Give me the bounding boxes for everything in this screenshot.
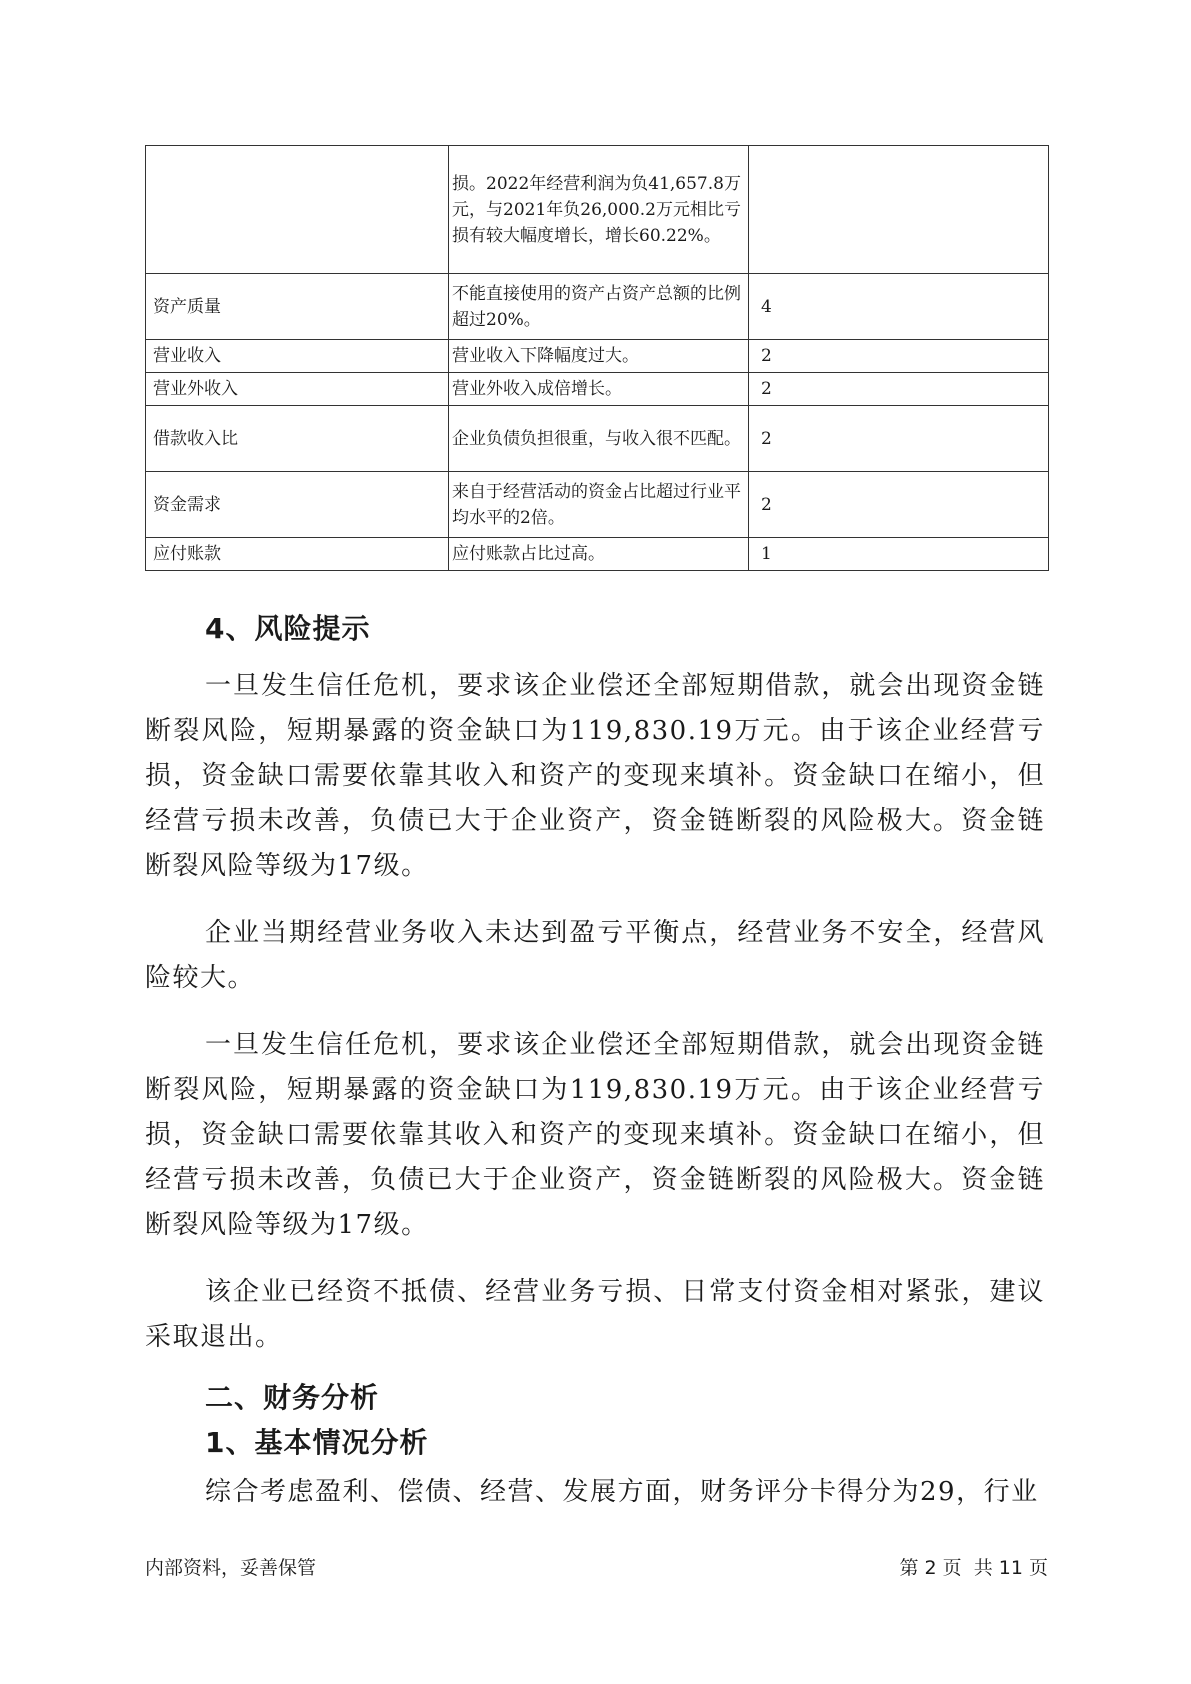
subsection-heading-basic: 1、基本情况分析 bbox=[205, 1426, 429, 1459]
paragraph: 一旦发生信任危机，要求该企业偿还全部短期借款，就会出现资金链断裂风险，短期暴露的资金缺口为119,830.19万元。由于该企业经营亏损，资金缺口需要依靠其收入和资产的变现来填补。资金缺口在缩小，但经营亏损未改善，负债已大于企业资产，资金链断裂的风险极大。资金链断裂风险等级为17级。 bbox=[145, 1030, 1045, 1240]
table-cell-desc: 损。2022年经营利润为负41,657.8万元，与2021年负26,000.2万元相比亏损有较大幅度增长，增长60.22%。 bbox=[449, 146, 749, 274]
table-cell-desc: 不能直接使用的资产占资产总额的比例超过20%。 bbox=[449, 274, 749, 340]
table-cell-score: 2 bbox=[749, 406, 1049, 472]
table-cell-score bbox=[749, 146, 1049, 274]
risk-table bbox=[145, 145, 1049, 571]
table-cell-score: 2 bbox=[749, 472, 1049, 538]
table-cell-desc: 来自于经营活动的资金占比超过行业平均水平的2倍。 bbox=[449, 472, 749, 538]
table-cell-desc: 营业外收入成倍增长。 bbox=[449, 373, 749, 406]
table-cell-score: 2 bbox=[749, 340, 1049, 373]
paragraph: 综合考虑盈利、偿债、经营、发展方面，财务评分卡得分为29，行业 bbox=[205, 1477, 1039, 1507]
table-cell-desc: 应付账款占比过高。 bbox=[449, 538, 749, 571]
table-row bbox=[146, 373, 1049, 406]
table-row bbox=[146, 472, 1049, 538]
table-cell-score: 4 bbox=[749, 274, 1049, 340]
table-cell-item: 营业外收入 bbox=[146, 373, 449, 406]
risk-paragraphs bbox=[145, 664, 1045, 1360]
table-row bbox=[146, 146, 1049, 274]
section-heading-risk: 4、风险提示 bbox=[205, 612, 371, 645]
table-cell-score: 2 bbox=[749, 373, 1049, 406]
section-heading-financial: 二、财务分析 bbox=[205, 1381, 380, 1414]
table-cell-item: 营业收入 bbox=[146, 340, 449, 373]
table-cell-item bbox=[146, 146, 449, 274]
table-row bbox=[146, 538, 1049, 571]
table-cell-score: 1 bbox=[749, 538, 1049, 571]
table-row bbox=[146, 340, 1049, 373]
table-cell-item: 应付账款 bbox=[146, 538, 449, 571]
table-cell-item: 资产质量 bbox=[146, 274, 449, 340]
table-cell-item: 借款收入比 bbox=[146, 406, 449, 472]
table-cell-item: 资金需求 bbox=[146, 472, 449, 538]
table-cell-desc: 企业负债负担很重，与收入很不匹配。 bbox=[449, 406, 749, 472]
table-row bbox=[146, 274, 1049, 340]
table-row bbox=[146, 406, 1049, 472]
paragraph: 企业当期经营业务收入未达到盈亏平衡点，经营业务不安全，经营风险较大。 bbox=[145, 918, 1045, 993]
basic-analysis-text bbox=[145, 1470, 1045, 1515]
paragraph: 该企业已经资不抵债、经营业务亏损、日常支付资金相对紧张，建议采取退出。 bbox=[145, 1277, 1045, 1352]
footer-page-number: 第 2 页 共 11 页 bbox=[899, 1557, 1048, 1579]
paragraph: 一旦发生信任危机，要求该企业偿还全部短期借款，就会出现资金链断裂风险，短期暴露的资金缺口为119,830.19万元。由于该企业经营亏损，资金缺口需要依靠其收入和资产的变现来填补。资金缺口在缩小，但经营亏损未改善，负债已大于企业资产，资金链断裂的风险极大。资金链断裂风险等级为17级。 bbox=[145, 671, 1045, 881]
footer-confidential: 内部资料，妥善保管 bbox=[145, 1557, 317, 1579]
table-cell-desc: 营业收入下降幅度过大。 bbox=[449, 340, 749, 373]
